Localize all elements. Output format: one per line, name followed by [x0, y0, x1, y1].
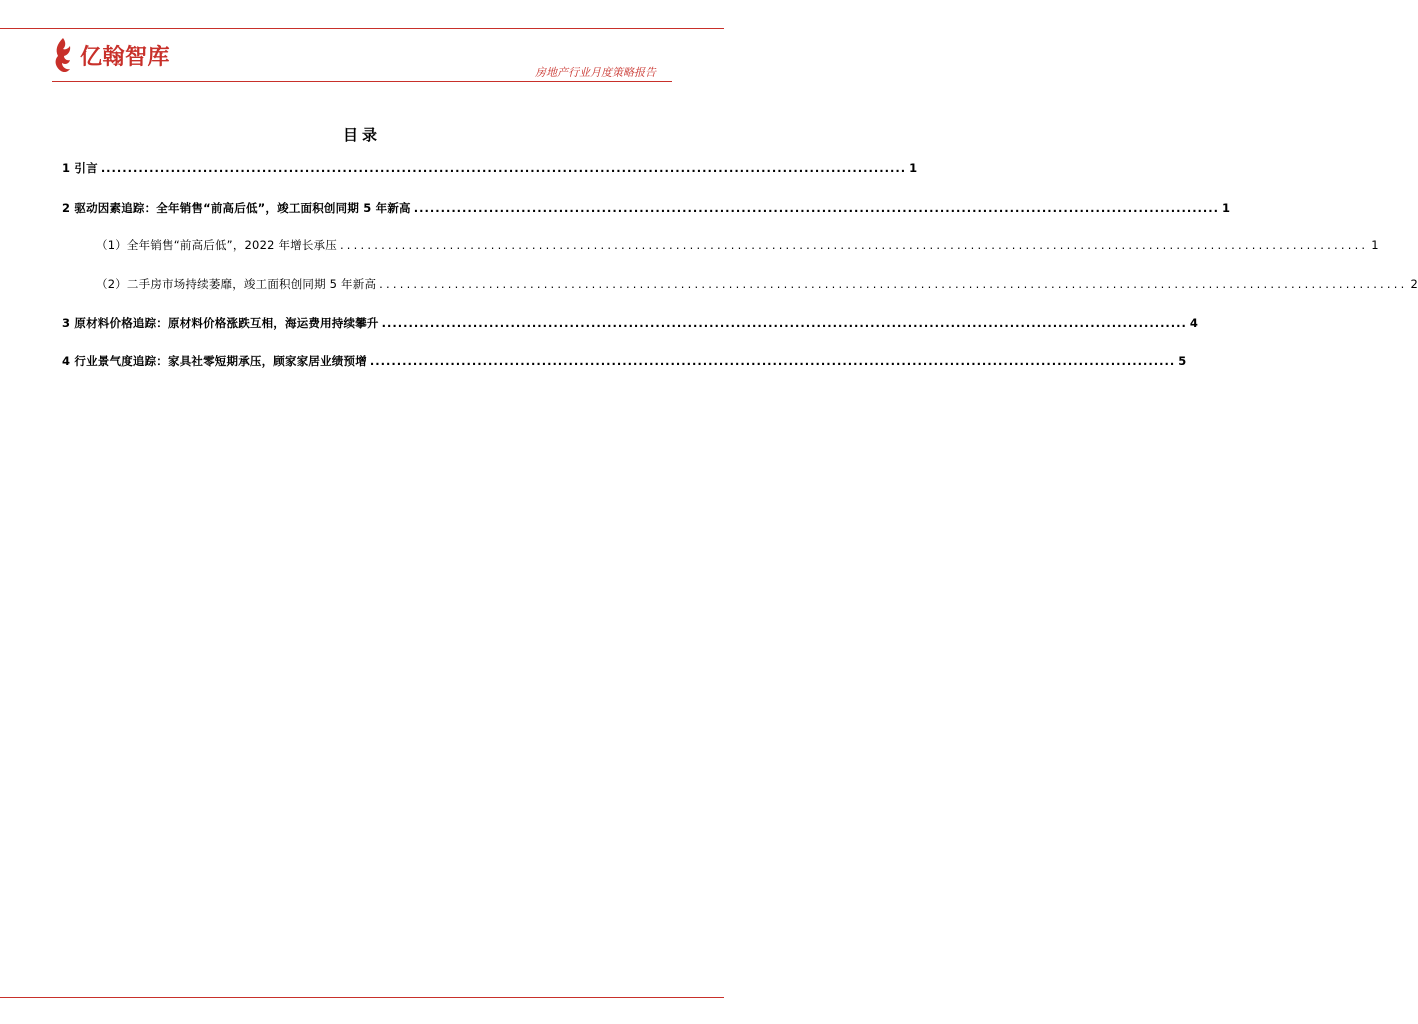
brand-emblem-icon	[52, 36, 74, 74]
brand-logo	[52, 36, 170, 74]
toc-entry-label: 3 原材料价格追踪：原材料价格涨跌互相，海运费用持续攀升	[62, 316, 379, 330]
toc-page-number: 1	[1371, 238, 1379, 252]
toc-entry-2-1[interactable]	[96, 237, 1379, 253]
toc-entry-1[interactable]	[62, 160, 918, 176]
toc-leader-dots: ......................................................................................................................................................	[339, 238, 1369, 252]
bottom-border-line	[0, 997, 724, 998]
toc-entry-label: 1 引言	[62, 161, 98, 175]
toc-entry-label: 2 驱动因素追踪：全年销售“前高后低”，竣工面积创同期 5 年新高	[62, 201, 411, 215]
report-type-label: 房地产行业月度策略报告	[535, 66, 656, 79]
toc-page-number: 2	[1410, 277, 1418, 291]
toc-page-number: 5	[1178, 354, 1187, 368]
toc-page-number: 1	[909, 161, 918, 175]
toc-entry-label: 4 行业景气度追踪：家具社零短期承压，顾家家居业绩预增	[62, 354, 367, 368]
toc-leader-dots: ......................................................................................................................................................	[100, 161, 907, 175]
toc-page-number: 4	[1189, 316, 1198, 330]
toc-leader-dots: ......................................................................................................................................................	[379, 277, 1408, 291]
brand-name: 亿翰智库	[80, 44, 171, 70]
toc-entry-label: （1）全年销售“前高后低”，2022 年增长承压	[96, 238, 337, 252]
toc-entry-label: （2）二手房市场持续萎靡，竣工面积创同期 5 年新高	[96, 277, 377, 291]
toc-page-number: 1	[1222, 201, 1231, 215]
header-divider	[52, 81, 672, 82]
toc-leader-dots: ......................................................................................................................................................	[369, 354, 1176, 368]
toc-leader-dots: ......................................................................................................................................................	[381, 316, 1187, 330]
top-border-line	[0, 28, 724, 29]
toc-leader-dots: ......................................................................................................................................................	[413, 201, 1220, 215]
toc-title: 目录	[342, 126, 381, 144]
toc-entry-4[interactable]	[62, 353, 1187, 369]
toc-entry-2-2[interactable]	[96, 276, 1418, 292]
toc-entry-2[interactable]	[62, 200, 1231, 216]
toc-entry-3[interactable]	[62, 315, 1198, 331]
